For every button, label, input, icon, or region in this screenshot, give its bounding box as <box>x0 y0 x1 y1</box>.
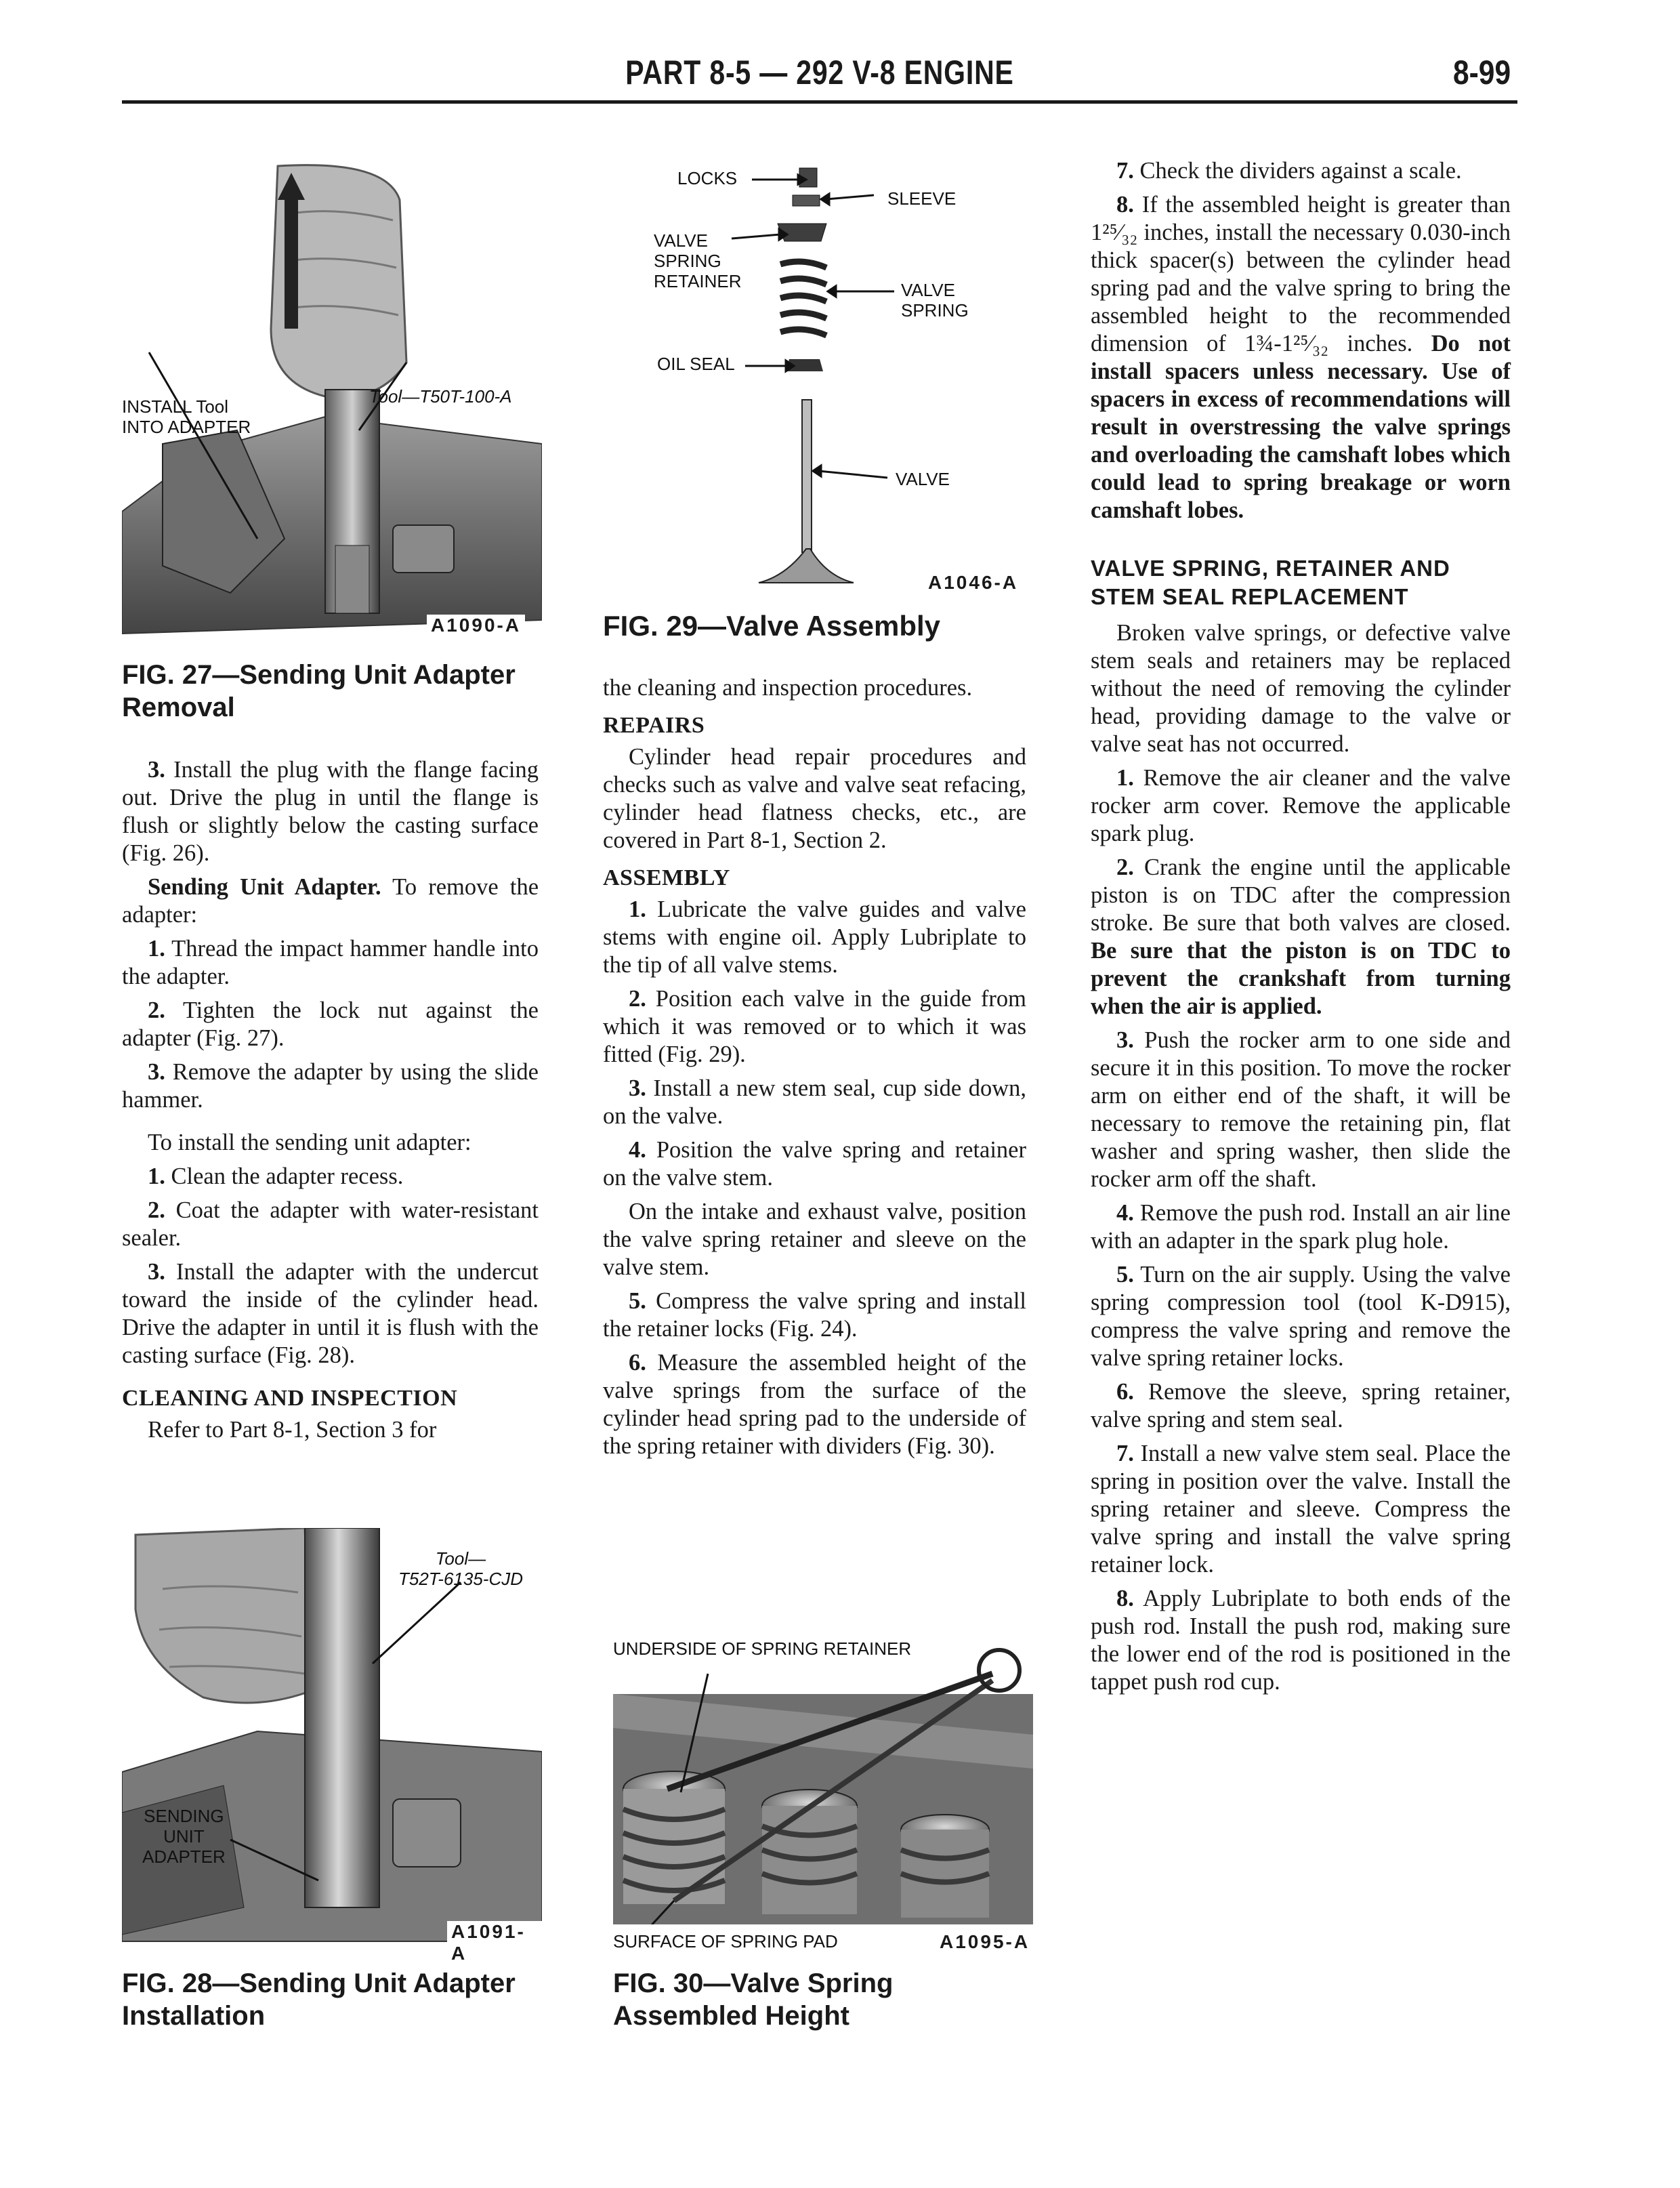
c3-para <box>1091 764 1511 848</box>
fig29-label-retainer <box>654 230 742 291</box>
c3-step-num: 4. <box>1116 1200 1134 1226</box>
fig29-diagram <box>603 156 1043 596</box>
c1-para <box>122 1416 539 1444</box>
c1-para <box>122 756 539 867</box>
fig28-label-tool-text: Tool— T52T-6135-CJD <box>398 1548 524 1589</box>
fig29-code: A1046-A <box>928 572 1019 593</box>
fig27-caption-line2: Removal <box>122 693 235 722</box>
c3-para <box>1091 1027 1511 1193</box>
c3-para <box>1091 157 1511 185</box>
c2-text: Position each valve in the guide from which it was removed or to which it was fitted (Fig. 29). <box>603 986 1026 1067</box>
fig27-label-tool: Tool—T50T-100-A <box>369 386 512 407</box>
c2-text: Cylinder head repair procedures and checks such as valve and valve seat refacing, cylinder head flatness checks, etc., are covered in Part 8-1, Section 2. <box>603 744 1026 853</box>
c1-text: Install the adapter with the undercut toward the inside of the cylinder head. Drive the adapter in until it is flush with the casting surface (Fig. 28). <box>122 1259 539 1368</box>
c3-text: Apply Lubriplate to both ends of the push rod. Install the push rod, making sure the lower end of the rod is positioned in the tappet push rod cup. <box>1091 1586 1511 1695</box>
c2-heading-assembly: ASSEMBLY <box>603 865 730 890</box>
c3-text: Crank the engine until the applicable piston is on TDC after the compression stroke. Be sure that both valves are closed. <box>1091 854 1511 936</box>
c3-text: Remove the sleeve, spring retainer, valve spring and stem seal. <box>1091 1379 1511 1432</box>
fig28-photo <box>122 1528 542 1964</box>
c2-text: Lubricate the valve guides and valve stems with engine oil. Apply Lubriplate to the tip of all valve stems. <box>603 896 1026 978</box>
fig27-label-install-text: INSTALL Tool INTO ADAPTER <box>122 396 251 437</box>
fig29-caption: FIG. 29—Valve Assembly <box>603 610 941 642</box>
c3-para <box>1091 1199 1511 1255</box>
c2-para <box>603 1349 1026 1460</box>
fig28-caption <box>122 1967 555 2032</box>
c3-para <box>1091 1378 1511 1434</box>
c1-text: To install the sending unit adapter: <box>148 1130 471 1155</box>
c1-para <box>122 1258 539 1369</box>
fig28-label-adapter <box>142 1806 226 1867</box>
fig29-label-locks: LOCKS <box>677 168 738 188</box>
c1-step-num: 1. <box>148 1163 165 1189</box>
c2-step-num: 2. <box>629 986 646 1012</box>
c3-text: Check the dividers against a scale. <box>1133 158 1462 184</box>
fig30-photo <box>613 1633 1033 1958</box>
c2-heading-repairs: REPAIRS <box>603 713 705 738</box>
c2-para <box>603 896 1026 979</box>
c3-para <box>1091 1585 1511 1696</box>
c1-para <box>122 1058 539 1114</box>
c2-para <box>603 1287 1026 1343</box>
c1-heading-cleaning: CLEANING AND INSPECTION <box>122 1386 458 1411</box>
c3-step-num: 8. <box>1116 1586 1134 1611</box>
c1-para <box>122 1129 539 1157</box>
c3-step-num: 7. <box>1116 158 1134 184</box>
page-title: PART 8-5 — 292 V-8 ENGINE <box>625 54 1014 91</box>
c3-text: Remove the push rod. Install an air line with an adapter in the spark plug hole. <box>1091 1200 1511 1254</box>
c1-text: Coat the adapter with water-resistant sealer. <box>122 1197 539 1251</box>
c1-step-num: 3. <box>148 1259 165 1285</box>
c3-para <box>1091 1440 1511 1579</box>
c2-step-num: 3. <box>629 1075 646 1101</box>
fig29-label-seal: OIL SEAL <box>657 354 735 374</box>
column-1 <box>122 756 539 1450</box>
c2-text: the cleaning and inspection procedures. <box>603 675 973 701</box>
fig30-caption-line2: Assembled Height <box>613 2001 849 2031</box>
fig30-caption-line1: FIG. 30—Valve Spring <box>613 1968 894 1998</box>
c2-step-num: 1. <box>629 896 646 922</box>
c3-heading-valve-spring: VALVE SPRING, RETAINER AND STEM SEAL REPLACEMENT <box>1091 556 1450 609</box>
c3-step-num: 6. <box>1116 1379 1134 1405</box>
c1-para <box>122 1197 539 1252</box>
c3-step-num: 1. <box>1116 765 1134 791</box>
c3-step-num: 8. <box>1116 192 1134 218</box>
c2-step-num: 6. <box>629 1350 646 1376</box>
fig29-label-spring <box>901 280 969 321</box>
c3-text: Broken valve springs, or defective valve stem seals and retainers may be replaced without the need of removing the cylinder head, providing damage to the valve or valve seat has not occurred. <box>1091 620 1511 757</box>
c1-text: Clean the adapter recess. <box>165 1163 404 1189</box>
c1-text: Thread the impact hammer handle into the adapter. <box>122 936 539 989</box>
c2-text: Position the valve spring and retainer on the valve stem. <box>603 1137 1026 1191</box>
c2-para <box>603 1136 1026 1192</box>
c1-para <box>122 1163 539 1191</box>
c3-step-num: 3. <box>1116 1027 1134 1053</box>
c3-step-num: 7. <box>1116 1441 1134 1466</box>
c1-text: Refer to Part 8-1, Section 3 for <box>148 1417 437 1443</box>
c3-text: Push the rocker arm to one side and secure it in this position. To move the rocker arm on either end of the shaft, it will be necessary to remove the retaining pin, flat washer and spring washer, then slide the rocker arm off the shaft. <box>1091 1027 1511 1192</box>
header-rule <box>122 100 1517 104</box>
c1-step-num: 2. <box>148 1197 165 1223</box>
c1-para <box>122 997 539 1052</box>
c3-step-num: 5. <box>1116 1262 1134 1287</box>
c3-para <box>1091 619 1511 758</box>
c1-text: Remove the adapter by using the slide hammer. <box>122 1059 539 1113</box>
c1-step-num: 3. <box>148 757 165 783</box>
fig30-label-bottom: SURFACE OF SPRING PAD <box>613 1931 838 1952</box>
fig28-caption-line1: FIG. 28—Sending Unit Adapter <box>122 1968 516 1998</box>
c2-text: On the intake and exhaust valve, position the valve spring retainer and sleeve on the valve stem. <box>603 1199 1026 1280</box>
c3-warning: Do not install spacers unless necessary. Use of spacers in excess of recommendations will result in overstressing the valve springs and overloading the camshaft lobes which could lead to spring breakage or worn camshaft lobes. <box>1091 331 1511 523</box>
c1-text: Tighten the lock nut against the adapter (Fig. 27). <box>122 997 539 1051</box>
page-number: 8-99 <box>1452 54 1511 91</box>
c1-para <box>122 935 539 991</box>
fig27-caption-line1: FIG. 27—Sending Unit Adapter <box>122 660 516 690</box>
c2-step-num: 4. <box>629 1137 646 1163</box>
c3-text: Turn on the air supply. Using the valve spring compression tool (tool K-D915), compress the valve spring and remove the valve spring retainer locks. <box>1091 1262 1511 1371</box>
page-header <box>122 53 1517 107</box>
c1-step-num: 2. <box>148 997 165 1023</box>
c1-text: Install the plug with the flange facing out. Drive the plug in until the flange is flush or slightly below the casting surface (Fig. 26). <box>122 757 539 866</box>
fig27-caption <box>122 659 555 724</box>
c2-text: Install a new stem seal, cup side down, on the valve. <box>603 1075 1026 1129</box>
c1-text: To remove the adapter: <box>122 874 539 928</box>
column-2 <box>603 674 1026 1466</box>
fig28-code: A1091-A <box>447 1921 542 1964</box>
fig29-label-sleeve: SLEEVE <box>887 188 957 209</box>
c3-warning: Be sure that the piston is on TDC to prevent the crankshaft from turning when the air is applied. <box>1091 938 1511 1019</box>
c1-subheading: Sending Unit Adapter. <box>148 874 381 900</box>
c3-para <box>1091 854 1511 1020</box>
fig29-illustration <box>603 156 1043 596</box>
fig29-label-valve: VALVE <box>896 469 950 489</box>
c1-step-num: 3. <box>148 1059 165 1085</box>
c2-para <box>603 743 1026 854</box>
c1-para <box>122 873 539 929</box>
c3-text: Remove the air cleaner and the valve rocker arm cover. Remove the applicable spark plug. <box>1091 765 1511 846</box>
c1-step-num: 1. <box>148 936 165 962</box>
c2-para <box>603 1198 1026 1281</box>
c2-step-num: 5. <box>629 1288 646 1314</box>
c3-step-num: 2. <box>1116 854 1134 880</box>
c2-para <box>603 985 1026 1069</box>
c2-text: Compress the valve spring and install the retainer locks (Fig. 24). <box>603 1288 1026 1342</box>
c3-text: If the assembled height is greater than 1²⁵⁄₃₂ inches, install the necessary 0.030-inch thick spacer(s) between the cylinder head spring pad and the valve spring to bring the assembled height to the recommended dimension of 1¾-1²⁵⁄₃₂ inches. <box>1091 192 1511 356</box>
fig27-photo <box>122 159 542 640</box>
fig30-label-top: UNDERSIDE OF SPRING RETAINER <box>613 1638 912 1659</box>
fig28-illustration <box>122 1528 542 1948</box>
column-3 <box>1091 157 1511 1702</box>
c3-para <box>1091 1261 1511 1372</box>
fig30-code: A1095-A <box>940 1931 1030 1952</box>
fig29-label-retainer-text: VALVE SPRING RETAINER <box>654 230 742 291</box>
fig29-label-spring-text: VALVE SPRING <box>901 280 969 321</box>
fig30-caption <box>613 1967 1047 2032</box>
fig30-illustration <box>613 1633 1033 1958</box>
fig27-label-install <box>122 396 251 437</box>
fig28-label-tool <box>398 1548 523 1589</box>
c2-text: Measure the assembled height of the valve springs from the surface of the cylinder head spring pad to the underside of the spring retainer with dividers (Fig. 30). <box>603 1350 1026 1459</box>
fig27-code: A1090-A <box>427 615 525 636</box>
c2-para <box>603 674 1026 702</box>
c3-text: Install a new valve stem seal. Place the spring in position over the valve. Install the spring retainer and sleeve. Compress the valve spring and install the valve spring retainer lock. <box>1091 1441 1511 1577</box>
c3-para <box>1091 191 1511 524</box>
c2-para <box>603 1075 1026 1130</box>
fig28-label-adapter-text: SENDING UNIT ADAPTER <box>142 1806 226 1867</box>
fig28-caption-line2: Installation <box>122 2001 266 2031</box>
